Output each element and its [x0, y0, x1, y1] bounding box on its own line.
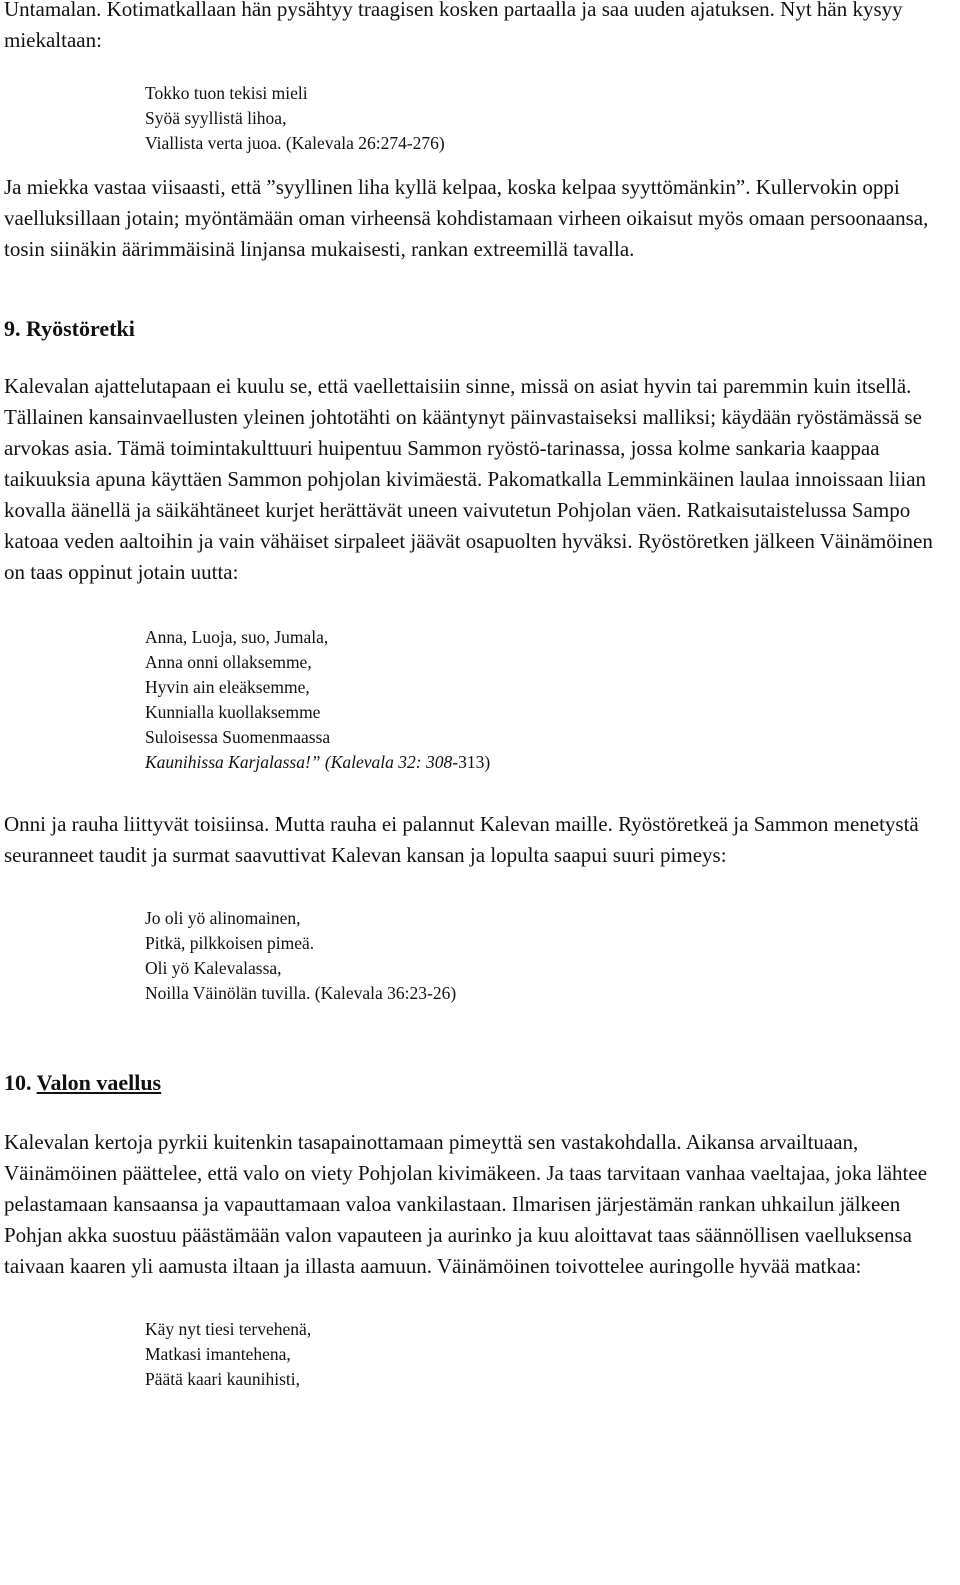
paragraph-2: Ja miekka vastaa viisaasti, että ”syyllinen liha kyllä kelpaa, koska kelpaa syyttömänkin”. Kullervokin oppi vaelluksillaan jotain; myöntämään oman virheensä kohdistamaan virheen oikaisut myös omaan persoonaansa, tosin siinäkin äärimmäisinä linjansa mukaisesti, rankan extreemillä tavalla.	[4, 175, 929, 261]
section-number: 9.	[4, 316, 21, 341]
poem-line: Käy nyt tiesi tervehenä,	[145, 1319, 312, 1339]
poem-line: Syöä syyllistä lihoa,	[145, 108, 287, 128]
poem-line: Tokko tuon tekisi mieli	[145, 83, 308, 103]
section-title: Valon vaellus	[36, 1070, 162, 1095]
poem-line: Matkasi imantehena,	[145, 1344, 291, 1364]
poem-line: Viallista verta juoa. (Kalevala 26:274-276)	[145, 133, 445, 153]
poem-line: Anna onni ollaksemme,	[145, 652, 312, 672]
poem-line: Oli yö Kalevalassa,	[145, 958, 282, 978]
poem-line-italic: Kaunihissa Karjalassa!” (Kalevala 32: 308	[145, 752, 453, 772]
poem-line: Päätä kaari kaunihisti,	[145, 1369, 301, 1389]
intro-paragraph: Untamalan. Kotimatkallaan hän pysähtyy traagisen kosken partaalla ja saa uuden ajatuksen. Nyt hän kysyy miekaltaan:	[4, 0, 903, 52]
poem-line: Jo oli yö alinomainen,	[145, 908, 301, 928]
poem-line: Kunnialla kuollaksemme	[145, 702, 321, 722]
section-number: 10.	[4, 1070, 32, 1095]
poem-line: Anna, Luoja, suo, Jumala,	[145, 627, 329, 647]
poem-3	[145, 906, 952, 1006]
poem-1	[145, 81, 952, 156]
paragraph-3: Onni ja rauha liittyvät toisiinsa. Mutta rauha ei palannut Kalevan maille. Ryöstöretkeä ja Sammon menetystä seuranneet taudit ja surmat saavuttivat Kalevan kansan ja lopulta saapui suuri pimeys:	[4, 812, 919, 867]
poem-line-final	[145, 750, 952, 775]
section-9-heading	[4, 316, 952, 342]
section-10-paragraph: Kalevalan kertoja pyrkii kuitenkin tasapainottamaan pimeyttä sen vastakohdalla. Aikansa arvailtuaan, Väinämöinen päättelee, että valo on viety Pohjolan kivimäkeen. Ja taas tarvitaan vanhaa vaeltajaa, joka lähtee pelastamaan kansaansa ja vapauttamaan valoa vankilastaan. Ilmarisen järjestämän rankan uhkailun jälkeen Pohjan akka suostuu päästämään valon vapauteen ja aurinko ja kuu aloittavat taas säännöllisen vaelluksensa taivaan kaaren yli aamusta iltaan ja illasta aamuun. Väinämöinen toivottelee auringolle hyvää matkaa:	[4, 1130, 928, 1278]
poem-line: Pitkä, pilkkoisen pimeä.	[145, 933, 315, 953]
section-9-paragraph: Kalevalan ajattelutapaan ei kuulu se, että vaellettaisiin sinne, missä on asiat hyvin tai paremmin kuin itsellä. Tällainen kansainvaellusten yleinen johtotähti on kääntynyt päinvastaiseksi malliksi; käydään ryöstämässä se arvokas asia. Tämä toimintakulttuuri huipentuu Sammon ryöstö-tarinassa, jossa kolme sankaria kaappaa taikuuksia apuna käyttäen Sammon pohjolan kivimäestä. Pakomatkalla Lemminkäinen laulaa innoissaan liian kovalla äänellä ja säikähtäneet kurjet herättävät uneen vaivutetun Pohjolan väen. Ratkaisutaistelussa Sampo katoaa veden aaltoihin ja vain vähäiset sirpaleet jäävät osapuolten hyväksi. Ryöstöretken jälkeen Väinämöinen on taas oppinut jotain uutta:	[4, 374, 933, 584]
poem-4	[145, 1317, 952, 1392]
section-10-heading	[4, 1070, 952, 1096]
poem-line: Noilla Väinölän tuvilla. (Kalevala 36:23-26)	[145, 983, 457, 1003]
poem-line: Suloisessa Suomenmaassa	[145, 727, 331, 747]
poem-2	[145, 625, 952, 775]
section-title: Ryöstöretki	[26, 316, 135, 341]
poem-line-rest: -313)	[452, 752, 491, 772]
poem-line: Hyvin ain eleäksemme,	[145, 677, 310, 697]
document-page	[4, 0, 952, 1392]
